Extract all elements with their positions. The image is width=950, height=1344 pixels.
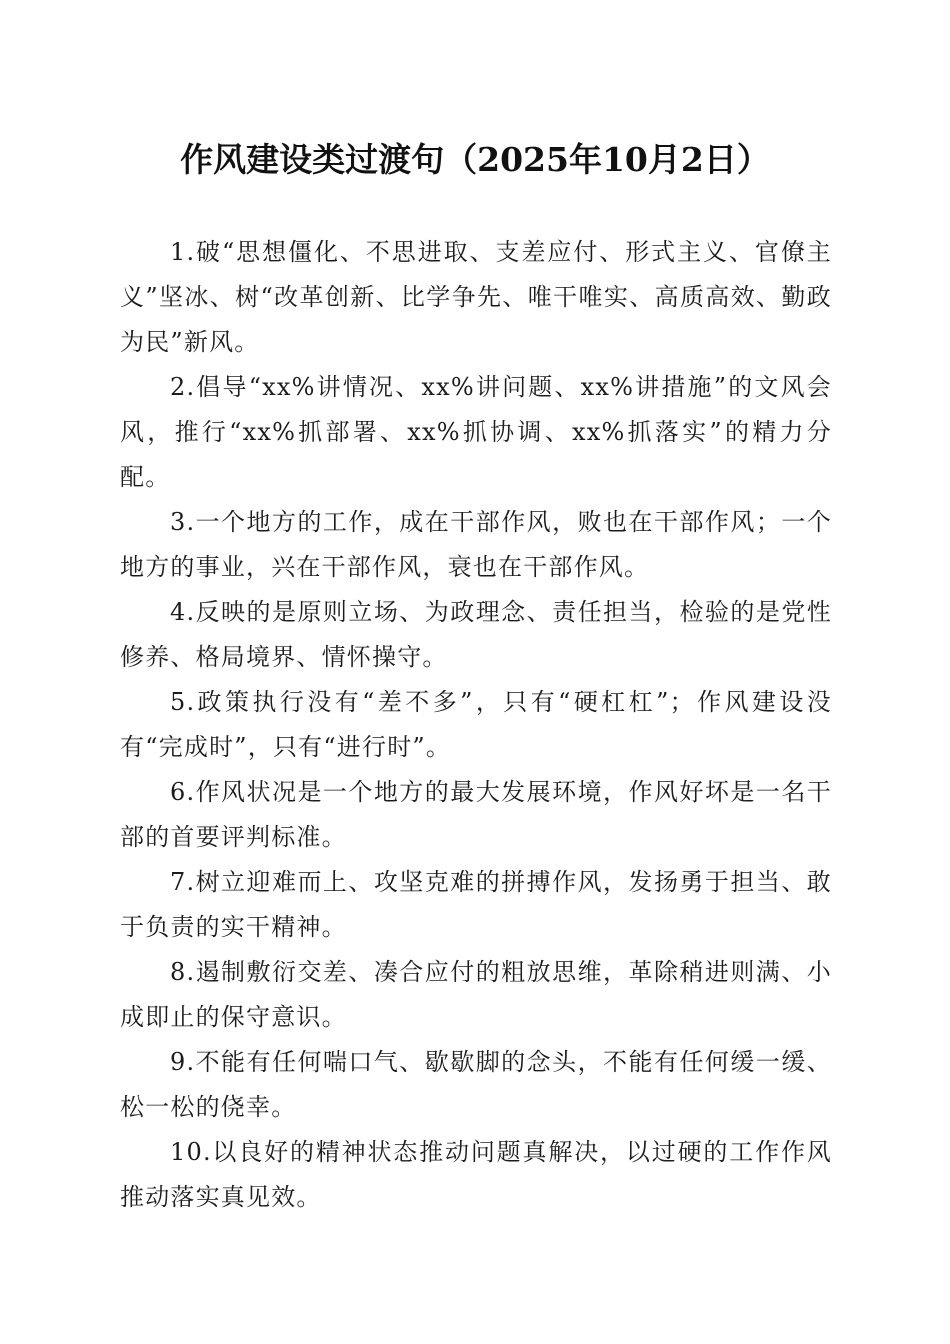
paragraph-4: 4.反映的是原则立场、为政理念、责任担当，检验的是党性修养、格局境界、情怀操守。 <box>120 598 832 671</box>
paragraph-7: 7.树立迎难而上、攻坚克难的拼搏作风，发扬勇于担当、敢于负责的实干精神。 <box>120 868 832 941</box>
document-body <box>120 230 832 1220</box>
paragraph-3: 3.一个地方的工作，成在干部作风，败也在干部作风；一个地方的事业，兴在干部作风，衰也在干部作风。 <box>120 508 832 581</box>
paragraph-10: 10.以良好的精神状态推动问题真解决，以过硬的工作作风推动落实真见效。 <box>120 1138 832 1211</box>
paragraph-8: 8.遏制敷衍交差、凑合应付的粗放思维，革除稍进则满、小成即止的保守意识。 <box>120 958 832 1031</box>
paragraph-9: 9.不能有任何喘口气、歇歇脚的念头，不能有任何缓一缓、松一松的侥幸。 <box>120 1048 832 1121</box>
paragraph-6: 6.作风状况是一个地方的最大发展环境，作风好坏是一名干部的首要评判标准。 <box>120 778 832 851</box>
document-title: 作风建设类过渡句（2025年10月2日） <box>180 140 770 179</box>
paragraph-5: 5.政策执行没有“差不多”，只有“硬杠杠”；作风建设没有“完成时”，只有“进行时”。 <box>120 688 832 761</box>
paragraph-1: 1.破“思想僵化、不思进取、支差应付、形式主义、官僚主义”坚冰、树“改革创新、比学争先、唯干唯实、高质高效、勤政为民”新风。 <box>120 238 832 356</box>
paragraph-2: 2.倡导“xx%讲情况、xx%讲问题、xx%讲措施”的文风会风，推行“xx%抓部署、xx%抓协调、xx%抓落实”的精力分配。 <box>120 373 832 491</box>
